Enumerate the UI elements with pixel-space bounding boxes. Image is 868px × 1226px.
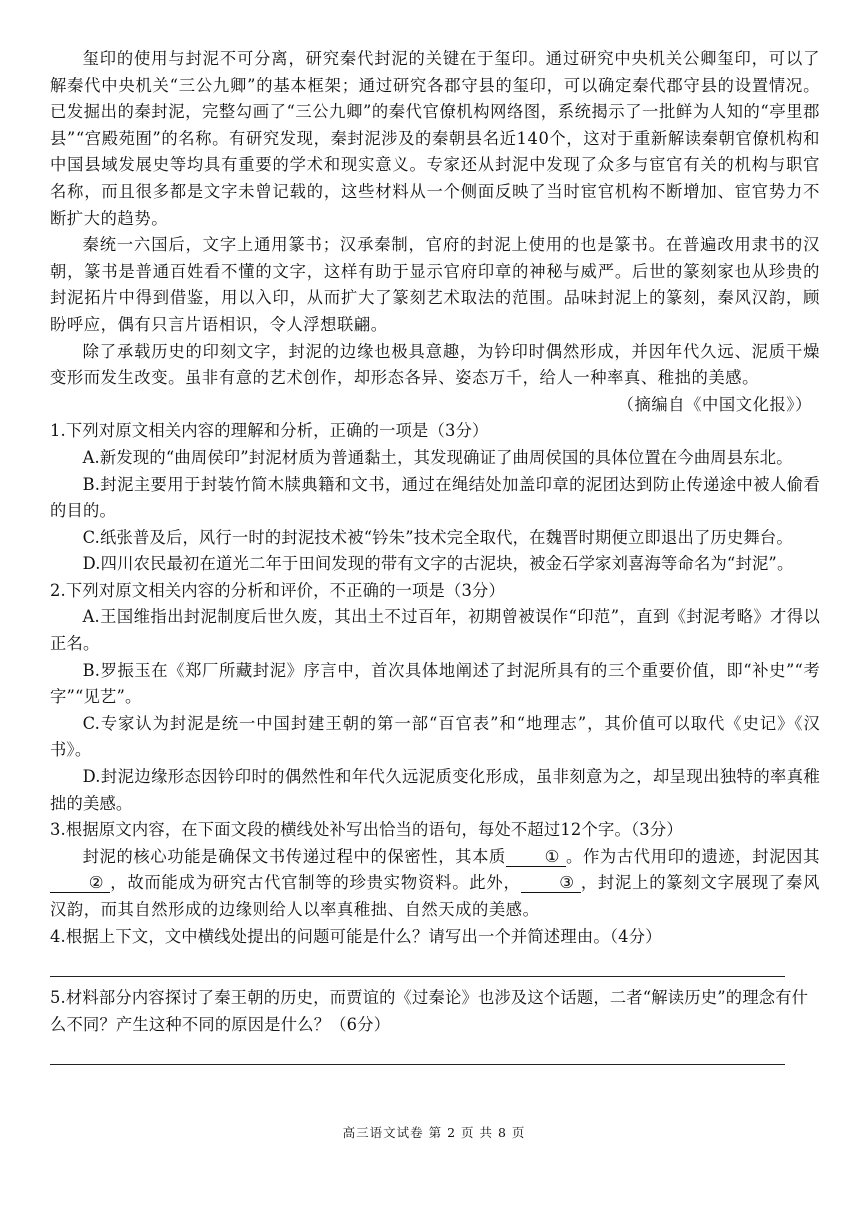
answer-space-4[interactable] (50, 950, 820, 976)
answer-line-4 (50, 976, 785, 977)
passage-paragraph-1: 玺印的使用与封泥不可分离，研究秦代封泥的关键在于玺印。通过研究中央机关公卿玺印，可以了解秦代中央机关“三公九卿”的基本框架；通过研究各郡守县的玺印，可以确定秦代郡守县的设置情况。已发掘出的秦封泥，完整勾画了“三公九卿”的秦代官僚机构网络图，系统揭示了一批鲜为人知的“亭里郡县”“宫殿苑囿”的名称。有研究发现，秦封泥涉及的秦朝县名近140个，这对于重新解读秦朝官僚机构和中国县域发展史等均具有重要的学术和现实意义。专家还从封泥中发现了众多与宦官有关的机构与职官名称，而且很多都是文字未曾记载的，这些材料从一个侧面反映了当时宦官机构不断增加、宦官势力不断扩大的趋势。 (50, 49, 820, 228)
question-3-text-d: ，封泥上的篆刻文字展现了秦风汉韵，而其自然形成的边缘则给人以率真稚拙、自然天成的美感。 (50, 873, 820, 919)
question-1-option-c: C.纸张普及后，风行一时的封泥技术被“钤朱”技术完全取代，在魏晋时期便立即退出了历史舞台。 (82, 527, 793, 547)
question-1-stem: 1.下列对原文相关内容的理解和分析，正确的一项是（3分） (50, 421, 489, 441)
question-1-option-d: D.四川农民最初在道光二年于田间发现的带有文字的古泥块，被金石学家刘喜海等命名为“封泥”。 (82, 554, 794, 574)
blank-3[interactable]: ③ (521, 874, 581, 893)
passage-source: （摘编自《中国文化报》） (617, 394, 812, 414)
answer-line-5 (50, 1064, 785, 1065)
question-3-text-c: ，故而能成为研究古代官制等的珍贵实物资料。此外， (110, 873, 521, 893)
passage-paragraph-2: 秦统一六国后，文字上通用篆书；汉承秦制，官府的封泥上使用的也是篆书。在普遍改用隶书的汉朝，篆书是普通百姓看不懂的文字，这样有助于显示官府印章的神秘与威严。后世的篆刻家也从珍贵的封泥拓片中得到借鉴，用以入印，从而扩大了篆刻艺术取法的范围。品味封泥上的篆刻，秦风汉韵，顾盼呼应，偶有只言片语相识，令人浮想联翩。 (50, 235, 820, 334)
question-2-option-b: B.罗振玉在《郑厂所藏封泥》序言中，首次具体地阐述了封泥所具有的三个重要价值，即“补史”“考字”“见艺”。 (50, 660, 820, 707)
question-3-text-a: 封泥的核心功能是确保文书传递过程中的保密性，其本质 (82, 846, 506, 866)
question-2-option-c: C.专家认为封泥是统一中国封建王朝的第一部“百官表”和“地理志”，其价值可以取代《史记》《汉书》。 (50, 713, 820, 760)
answer-space-5[interactable] (50, 1038, 820, 1064)
question-4-stem: 4.根据上下文，文中横线处提出的问题可能是什么？请写出一个并简述理由。（4分） (50, 926, 662, 946)
page-footer: 高三语文试卷 第 2 页 共 8 页 (342, 1125, 526, 1140)
question-3-stem: 3.根据原文内容，在下面文段的横线处补写出恰当的语句，每处不超过12个字。（3分） (50, 820, 683, 840)
question-2-stem: 2.下列对原文相关内容的分析和评价，不正确的一项是（3分） (50, 580, 506, 600)
question-2-option-a: A.王国维指出封泥制度后世久废，其出土不过百年，初期曾被误作“印范”，直到《封泥考略》才得以正名。 (50, 607, 820, 654)
question-3-fill-text (50, 844, 820, 924)
question-5-stem: 5.材料部分内容探讨了秦王朝的历史，而贾谊的《过秦论》也涉及这个话题，二者“解读历史”的理念有什么不同？产生这种不同的原因是什么？（6分） (50, 988, 809, 1034)
question-2-option-d: D.封泥边缘形态因钤印时的偶然性和年代久远泥质变化形成，虽非刻意为之，却呈现出独特的率真稚拙的美感。 (50, 767, 820, 813)
passage-paragraph-3: 除了承载历史的印刻文字，封泥的边缘也极具意趣，为钤印时偶然形成，并因年代久远、泥质干燥变形而发生改变。虽非有意的艺术创作，却形态各异、姿态万千，给人一种率真、稚拙的美感。 (50, 341, 820, 388)
exam-page (50, 46, 820, 1065)
question-3-text-b: 。作为古代用印的遗迹，封泥因其 (565, 846, 820, 866)
question-1-option-a: A.新发现的“曲周侯印”封泥材质为普通黏土，其发现确证了曲周侯国的具体位置在今曲周县东北。 (82, 447, 793, 467)
question-1-option-b: B.封泥主要用于封装竹简木牍典籍和文书，通过在绳结处加盖印章的泥团达到防止传递途中被人偷看的目的。 (50, 474, 820, 521)
blank-2[interactable]: ② (50, 874, 110, 893)
blank-1[interactable]: ① (506, 848, 566, 867)
